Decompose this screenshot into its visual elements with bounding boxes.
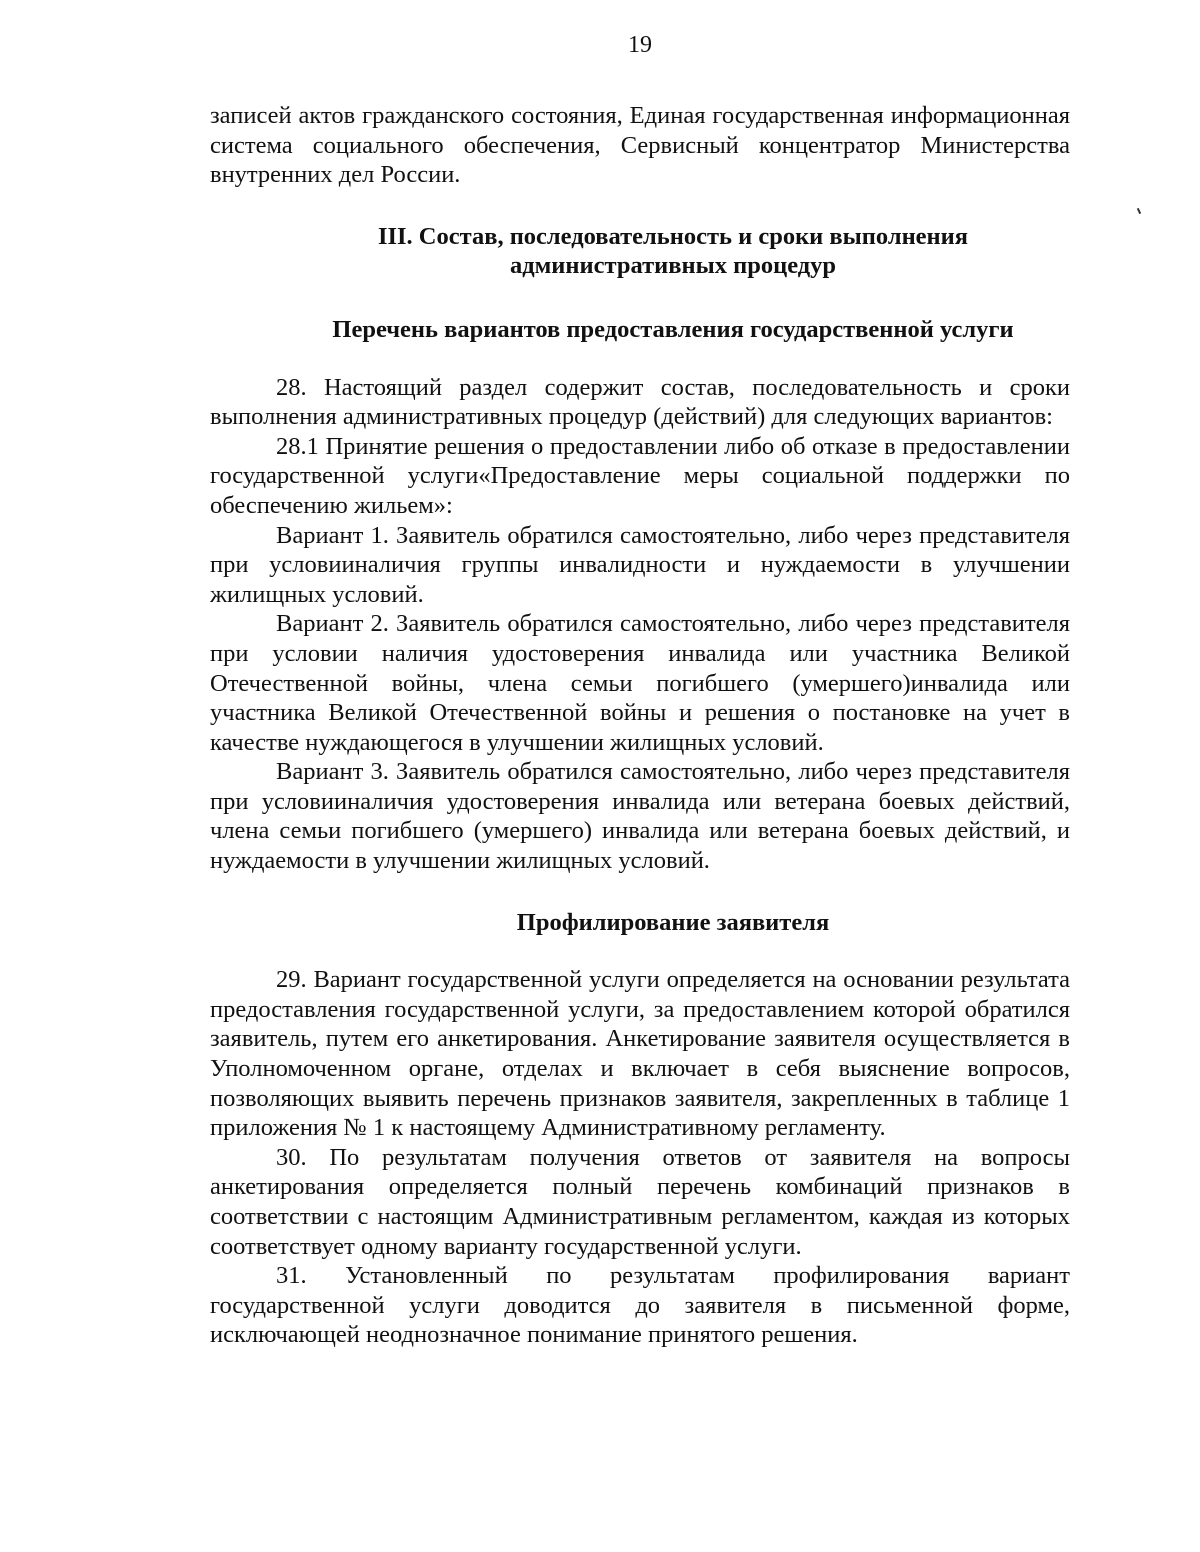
document-body: [210, 101, 1070, 1350]
paragraph-29: 29. Вариант государственной услуги определяется на основании результата предоставления государственной услуги, за предоставлением которой обратился заявитель, путем его анкетирования. Анкетирование заявителя осуществляется в Уполномоченном органе, отделах и включает в себя выяснение вопросов, позволяющих выявить перечень признаков заявителя, закрепленных в таблице 1 приложения № 1 к настоящему Административному регламенту.: [210, 966, 1070, 1142]
page-number: 19: [628, 32, 652, 58]
subsection-title-profiling: Профилирование заявителя: [516, 908, 830, 936]
subsection-title-variants: Перечень вариантов предоставления государственной услуги: [332, 315, 1014, 343]
variant-3-paragraph: Вариант 3. Заявитель обратился самостоятельно, либо через представителя при условииналичия удостоверения инвалида или ветерана боевых действий, члена семьи погибшего (умершего) инвалида или ветерана боевых действий, и нуждаемости в улучшении жилищных условий.: [210, 758, 1070, 875]
intro-paragraph: записей актов гражданского состояния, Единая государственная информационная система социального обеспечения, Сервисный концентратор Министерства внутренних дел России.: [210, 102, 1070, 189]
variant-1-paragraph: Вариант 1. Заявитель обратился самостоятельно, либо через представителя при условииналичия группы инвалидности и нуждаемости в улучшении жилищных условий.: [210, 521, 1070, 608]
paragraph-30: 30. По результатам получения ответов от заявителя на вопросы анкетирования определяется полный перечень комбинаций признаков в соответствии с настоящим Административным регламентом, каждая из которых соответствует одному варианту государственной услуги.: [210, 1143, 1070, 1260]
paragraph-28-1: 28.1 Принятие решения о предоставлении либо об отказе в предоставлении государственной услуги«Предоставление меры социальной поддержки по обеспечению жильем»:: [210, 432, 1070, 519]
scan-artifact-mark: [1137, 208, 1141, 214]
paragraph-28: 28. Настоящий раздел содержит состав, последовательность и сроки выполнения административных процедур (действий) для следующих вариантов:: [210, 373, 1070, 431]
section-title-line-2: административных процедур: [509, 252, 837, 280]
variant-2-paragraph: Вариант 2. Заявитель обратился самостоятельно, либо через представителя при условии наличия удостоверения инвалида или участника Великой Отечественной войны, члена семьи погибшего (умершего)инвалида или участника Великой Отечественной войны и решения о постановке на учет в качестве нуждающегося в улучшении жилищных условий.: [210, 610, 1070, 756]
section-title-line-1: III. Состав, последовательность и сроки выполнения: [377, 222, 969, 250]
paragraph-31: 31. Установленный по результатам профилирования вариант государственной услуги доводится до заявителя в письменной форме, исключающей неоднозначное понимание принятого решения.: [210, 1262, 1070, 1349]
section-title: [210, 222, 1070, 281]
